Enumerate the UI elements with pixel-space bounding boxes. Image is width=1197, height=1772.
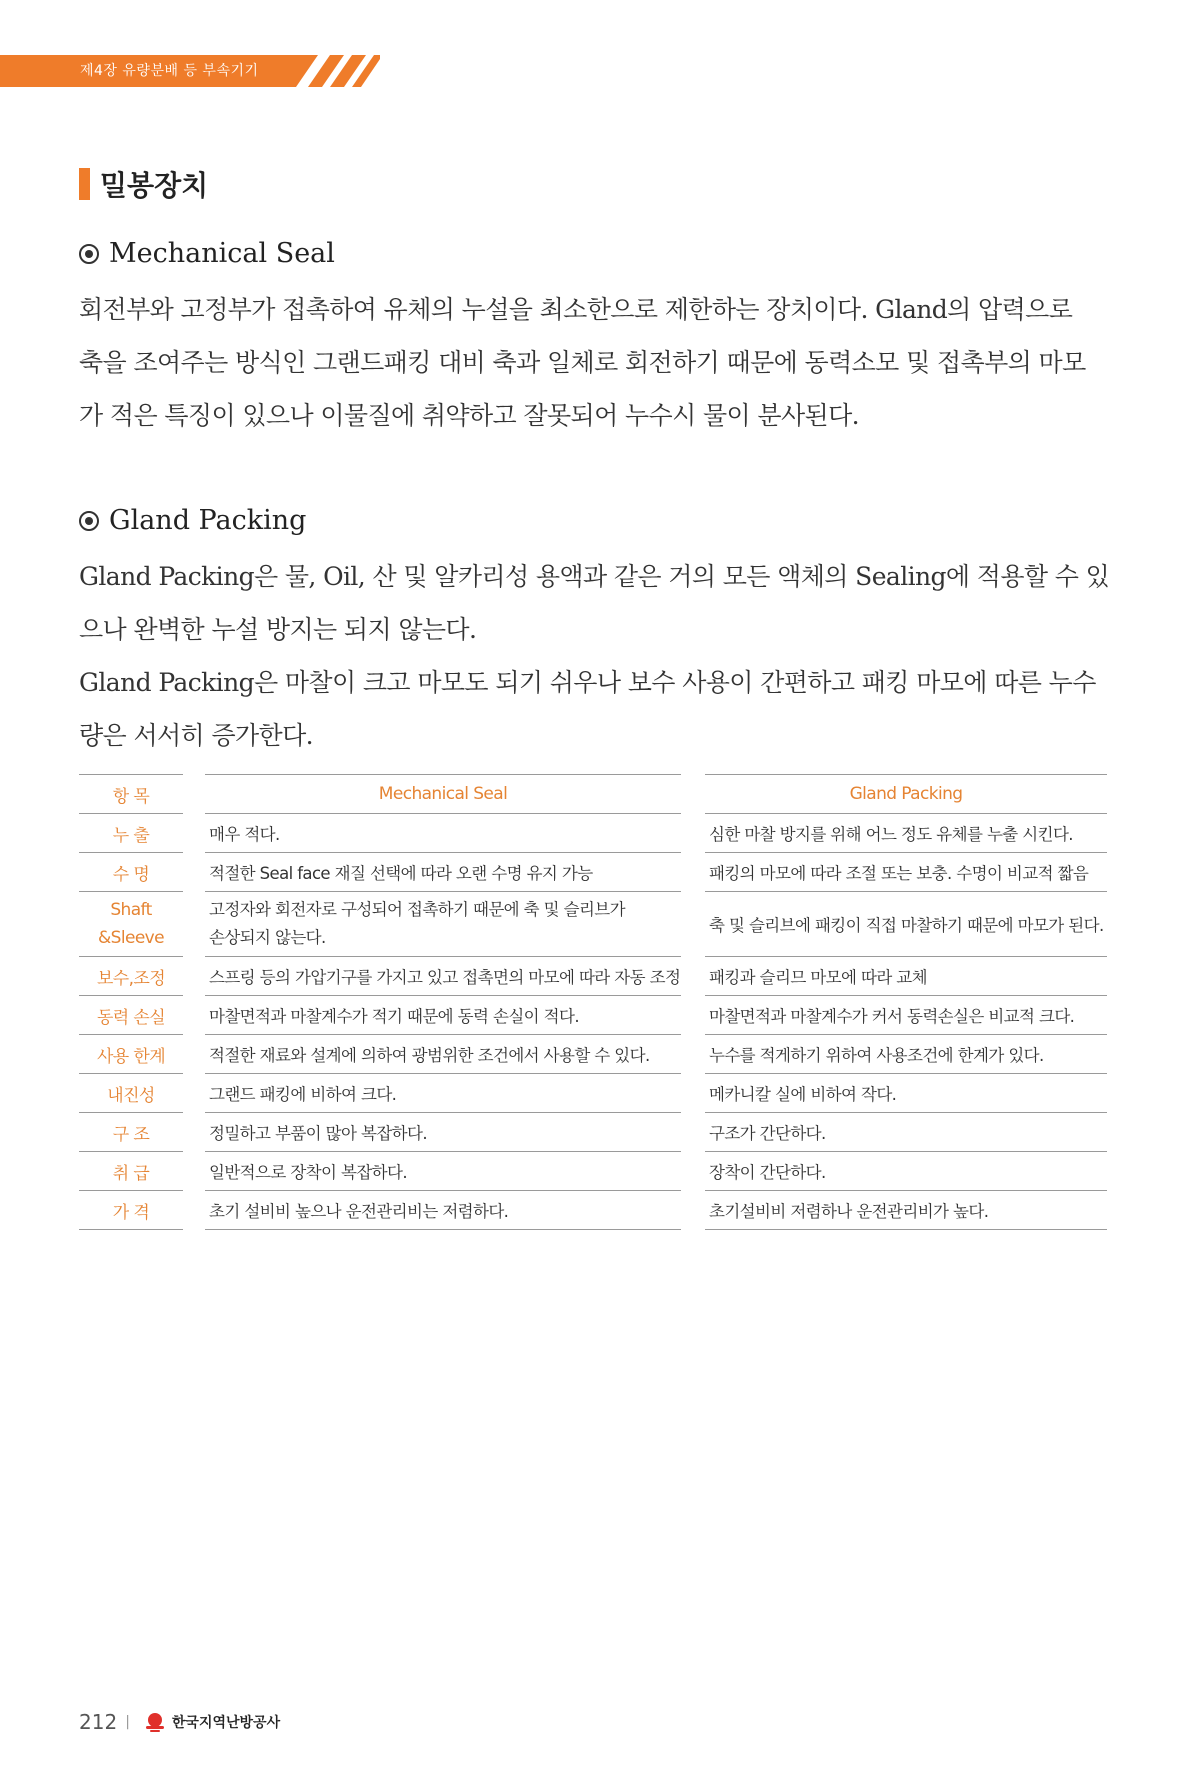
row-item: 가 격	[79, 1191, 183, 1230]
gland-packing-title: Gland Packing	[109, 505, 307, 536]
row-ms-line: 고정자와 회전자로 구성되어 접촉하기 때문에 축 및 슬리브가	[209, 900, 625, 919]
row-item: 누 출	[79, 814, 183, 853]
row-gp: 패킹의 마모에 따라 조절 또는 보충. 수명이 비교적 짧음	[705, 853, 1107, 892]
row-ms: 일반적으로 장착이 복잡하다.	[205, 1152, 681, 1191]
radio-bullet-icon	[79, 511, 99, 531]
row-gp: 마찰면적과 마찰계수가 커서 동력손실은 비교적 크다.	[705, 996, 1107, 1035]
row-gp: 메카니칼 실에 비하여 작다.	[705, 1074, 1107, 1113]
paragraph-line: 량은 서서히 증가한다.	[79, 721, 313, 750]
paragraph-line: 가 적은 특징이 있으나 이물질에 취약하고 잘못되어 누수시 물이 분사된다.	[79, 401, 859, 430]
paragraph-line: Gland Packing은 마찰이 크고 마모도 되기 쉬우나 보수 사용이 간편하고 패킹 마모에 따른 누수	[79, 668, 1096, 697]
row-ms: 그랜드 패킹에 비하여 크다.	[205, 1074, 681, 1113]
row-ms: 적절한 재료와 설계에 의하여 광범위한 조건에서 사용할 수 있다.	[205, 1035, 681, 1074]
paragraph-line: 회전부와 고정부가 접촉하여 유체의 누설을 최소한으로 제한하는 장치이다. Gland의 압력으로	[79, 295, 1073, 324]
row-gp: 심한 마찰 방지를 위해 어느 정도 유체를 누출 시킨다.	[705, 814, 1107, 853]
mechanical-seal-paragraph	[79, 283, 1109, 442]
row-ms	[205, 892, 681, 957]
row-ms: 마찰면적과 마찰계수가 적기 때문에 동력 손실이 적다.	[205, 996, 681, 1035]
table-header-row	[79, 774, 1107, 814]
row-gp: 장착이 간단하다.	[705, 1152, 1107, 1191]
row-item: 동력 손실	[79, 996, 183, 1035]
kdhc-logo-icon	[144, 1711, 166, 1733]
row-ms: 정밀하고 부품이 많아 복잡하다.	[205, 1113, 681, 1152]
table-row	[79, 892, 1107, 957]
table-row	[79, 1074, 1107, 1113]
table-row	[79, 1113, 1107, 1152]
heading-accent-bar	[79, 168, 90, 200]
header-mechanical-seal: Mechanical Seal	[205, 774, 681, 814]
table-row	[79, 1152, 1107, 1191]
mechanical-seal-heading	[79, 238, 335, 269]
row-ms: 초기 설비비 높으나 운전관리비는 저렴하다.	[205, 1191, 681, 1230]
gland-packing-paragraph	[79, 550, 1109, 762]
paragraph-line: 축을 조여주는 방식인 그랜드패킹 대비 축과 일체로 회전하기 때문에 동력소모 및 접촉부의 마모	[79, 348, 1086, 377]
row-item: 구 조	[79, 1113, 183, 1152]
row-item: 내진성	[79, 1074, 183, 1113]
radio-bullet-icon	[79, 244, 99, 264]
row-gp: 축 및 슬리브에 패킹이 직접 마찰하기 때문에 마모가 된다.	[705, 892, 1107, 957]
header-gland-packing: Gland Packing	[705, 774, 1107, 814]
table-row	[79, 957, 1107, 996]
footer-separator: |	[125, 1714, 130, 1730]
page-footer	[79, 1710, 280, 1734]
section-heading	[79, 165, 208, 203]
row-gp: 구조가 간단하다.	[705, 1113, 1107, 1152]
row-item-line: Shaft	[110, 900, 152, 920]
table-row	[79, 1191, 1107, 1230]
row-item: 수 명	[79, 853, 183, 892]
mechanical-seal-title: Mechanical Seal	[109, 238, 335, 269]
row-item-line: &Sleeve	[97, 928, 164, 948]
row-gp: 패킹과 슬리므 마모에 따라 교체	[705, 957, 1107, 996]
row-item	[79, 892, 183, 957]
row-gp: 누수를 적게하기 위하여 사용조건에 한계가 있다.	[705, 1035, 1107, 1074]
row-item: 보수,조정	[79, 957, 183, 996]
gland-packing-heading	[79, 505, 306, 536]
row-ms: 적절한 Seal face 재질 선택에 따라 오랜 수명 유지 가능	[205, 853, 681, 892]
row-item: 취 급	[79, 1152, 183, 1191]
table-row	[79, 814, 1107, 853]
organization-name: 한국지역난방공사	[171, 1715, 281, 1731]
row-ms: 스프링 등의 가압기구를 가지고 있고 접촉면의 마모에 따라 자동 조정	[205, 957, 681, 996]
page-number: 212	[79, 1710, 118, 1734]
row-ms-line: 손상되지 않는다.	[209, 928, 326, 947]
table-row	[79, 1035, 1107, 1074]
row-item: 사용 한계	[79, 1035, 183, 1074]
header-item: 항 목	[79, 774, 183, 814]
section-title: 밀봉장치	[100, 169, 209, 202]
row-ms: 매우 적다.	[205, 814, 681, 853]
table-row	[79, 853, 1107, 892]
chapter-title: 제4장 유량분배 등 부속기기	[80, 63, 259, 79]
paragraph-line: 으나 완벽한 누설 방지는 되지 않는다.	[79, 615, 477, 644]
paragraph-line: Gland Packing은 물, Oil, 산 및 알카리성 용액과 같은 거의 모든 액체의 Sealing에 적용할 수 있	[79, 562, 1110, 591]
table-row	[79, 996, 1107, 1035]
comparison-table	[79, 774, 1107, 1230]
row-gp: 초기설비비 저렴하나 운전관리비가 높다.	[705, 1191, 1107, 1230]
